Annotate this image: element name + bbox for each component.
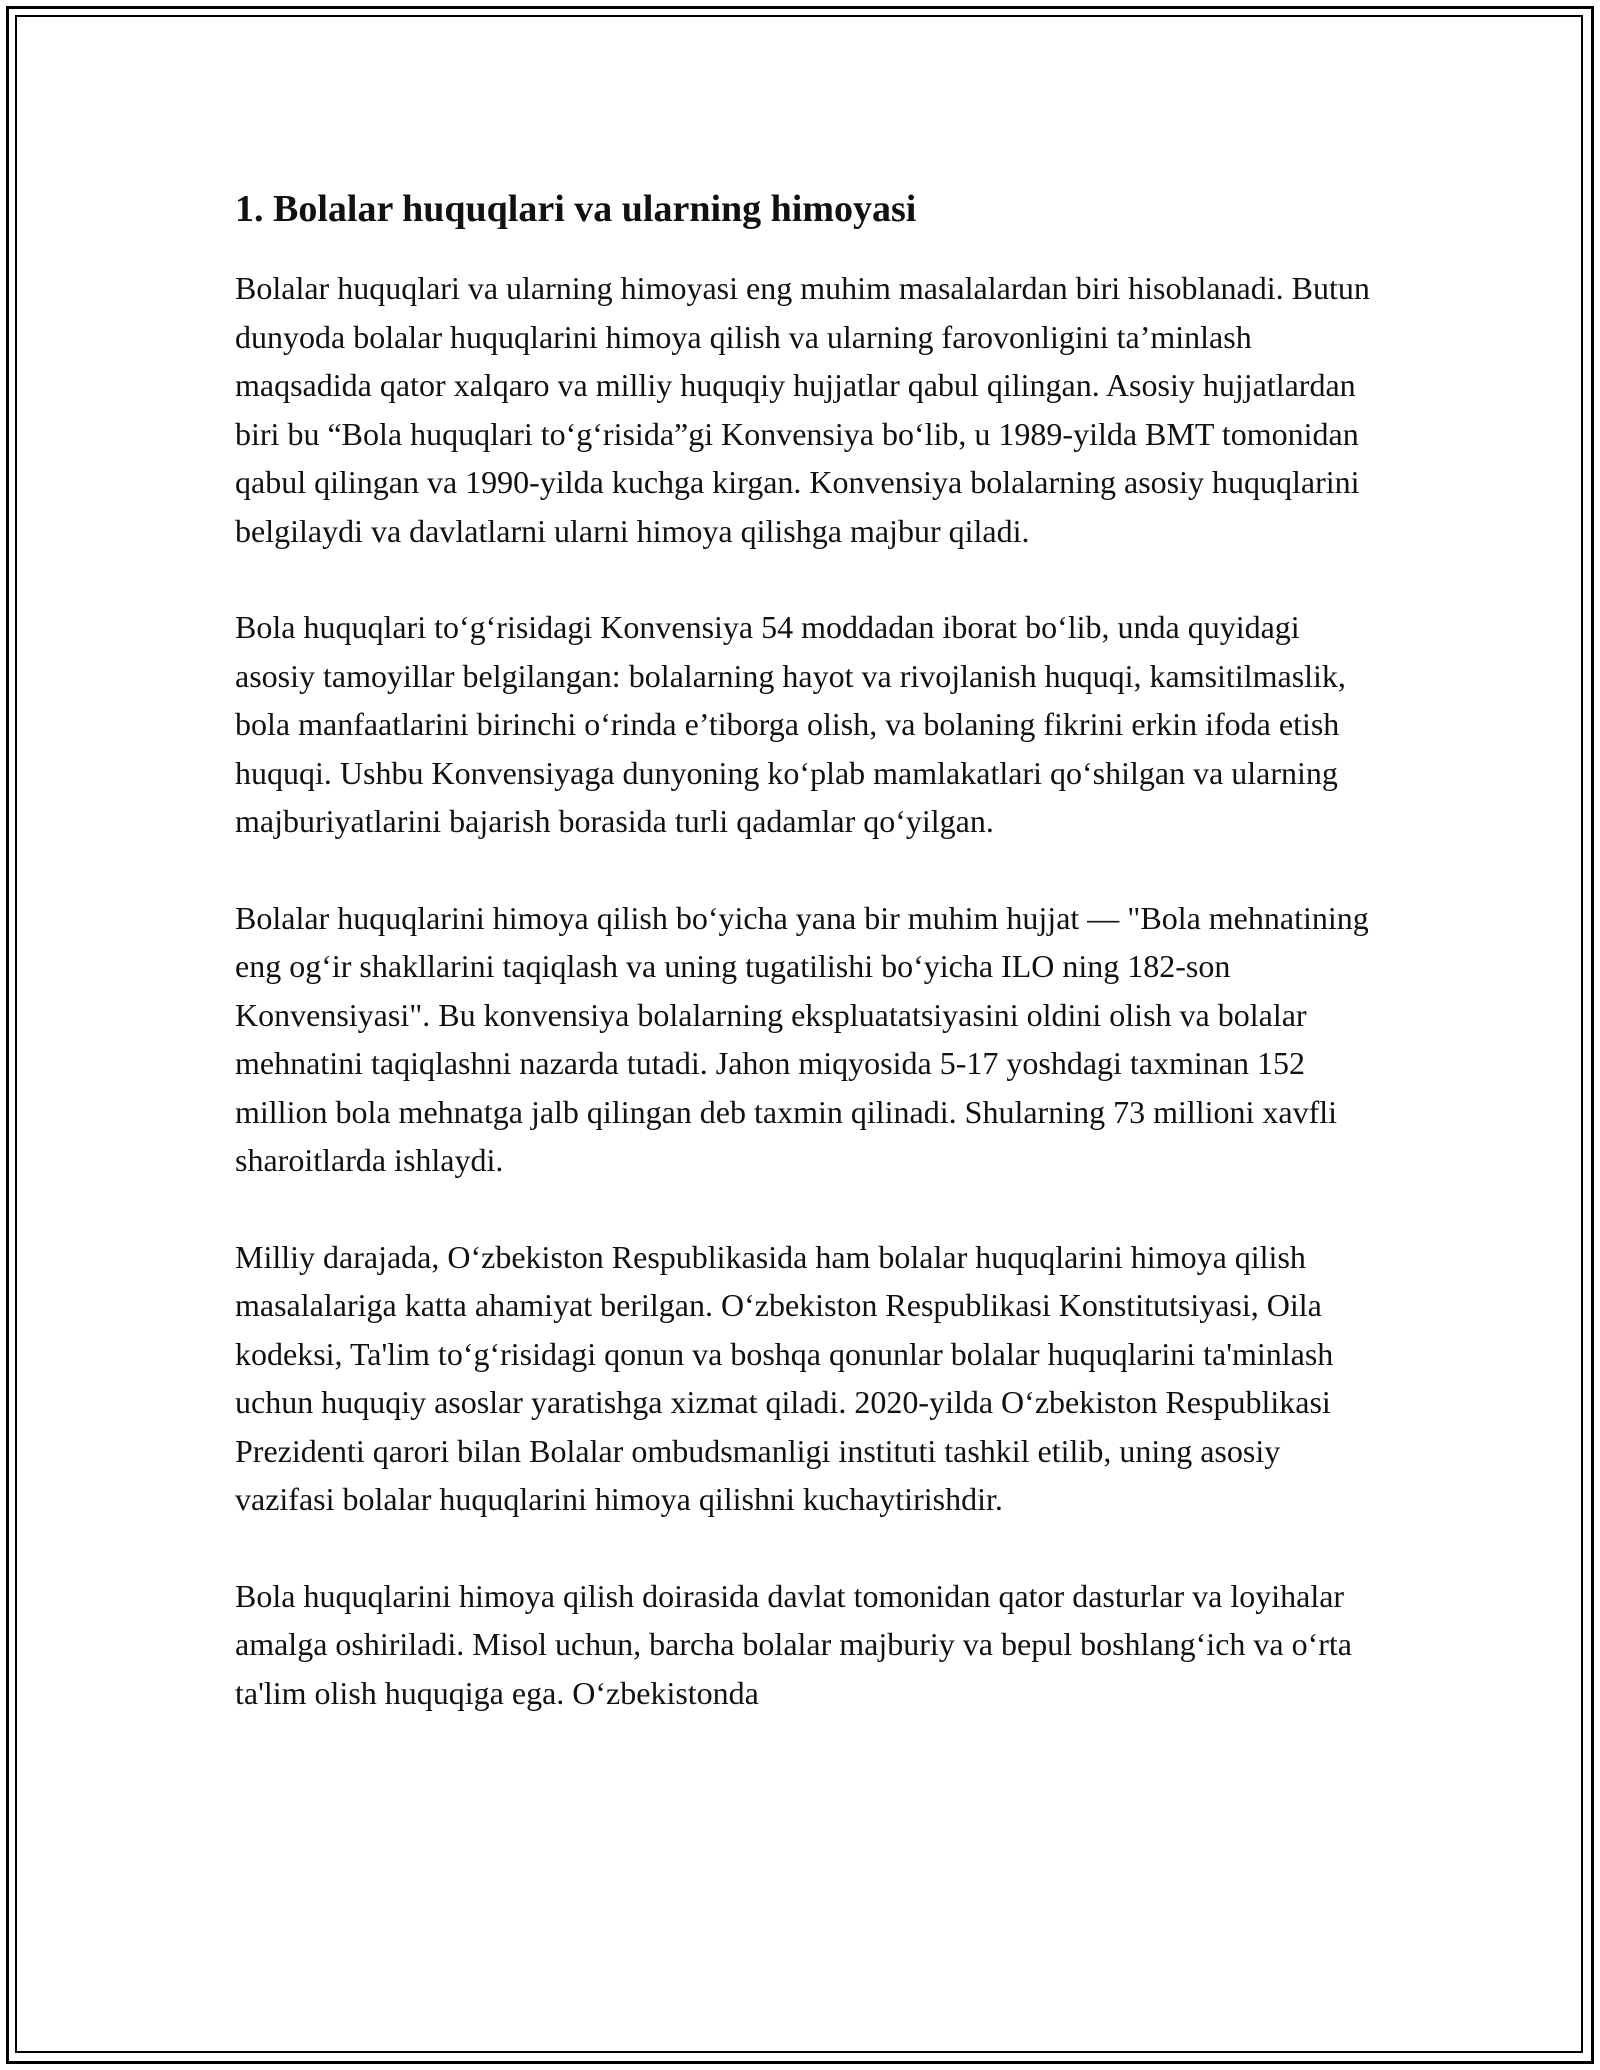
document-body (235, 185, 1380, 1765)
paragraph-3: Bolalar huquqlarini himoya qilish bo‘yicha yana bir muhim hujjat — "Bola mehnatining eng og‘ir shakllarini taqiqlash va uning tugatilishi bo‘yicha ILO ning 182-son Konvensiyasi". Bu konvensiya bolalarning ekspluatatsiyasini oldini olish va bolalar mehnatini taqiqlashni nazarda tutadi. Jahon miqyosida 5-17 yoshdagi taxminan 152 million bola mehnatga jalb qilingan deb taxmin qilinadi. Shularning 73 millioni xavfli sharoitlarda ishlaydi. (235, 899, 1369, 1179)
section-heading: 1. Bolalar huquqlari va ularning himoyasi (235, 188, 917, 230)
paragraph-1: Bolalar huquqlari va ularning himoyasi eng muhim masalalardan biri hisoblanadi. Butun dunyoda bolalar huquqlarini himoya qilish va ularning farovonligini ta’minlash maqsadida qator xalqaro va milliy huquqiy hujjatlar qabul qilingan. Asosiy hujjatlardan biri bu “Bola huquqlari to‘g‘risida”gi Konvensiya bo‘lib, u 1989-yilda BMT tomonidan qabul qilingan va 1990-yilda kuchga kirgan. Konvensiya bolalarning asosiy huquqlarini belgilaydi va davlatlarni ularni himoya qilishga majbur qiladi. (235, 270, 1370, 549)
paragraph-2: Bola huquqlari to‘g‘risidagi Konvensiya 54 moddadan iborat bo‘lib, unda quyidagi asosiy tamoyillar belgilangan: bolalarning hayot va rivojlanish huquqi, kamsitilmaslik, bola manfaatlarini birinchi o‘rinda e’tiborga olish, va bolaning fikrini erkin ifoda etish huquqi. Ushbu Konvensiyaga dunyoning ko‘plab mamlakatlari qo‘shilgan va ularning majburiyatlarini bajarish borasida turli qadamlar qo‘yilgan. (235, 609, 1346, 840)
paragraph-5: Bola huquqlarini himoya qilish doirasida davlat tomonidan qator dasturlar va loyihalar amalga oshiriladi. Misol uchun, barcha bolalar majburiy va bepul boshlang‘ich va o‘rta ta'lim olish huquqiga ega. O‘zbekistonda (235, 1577, 1352, 1711)
paragraph-4: Milliy darajada, O‘zbekiston Respublikasida ham bolalar huquqlarini himoya qilish masalalariga katta ahamiyat berilgan. O‘zbekiston Respublikasi Konstitutsiyasi, Oila kodeksi, Ta'lim to‘g‘risidagi qonun va boshqa qonunlar bolalar huquqlarini ta'minlash uchun huquqiy asoslar yaratishga xizmat qiladi. 2020-yilda O‘zbekiston Respublikasi Prezidenti qarori bilan Bolalar ombudsmanligi instituti tashkil etilib, uning asosiy vazifasi bolalar huquqlarini himoya qilishni kuchaytirishdir. (235, 1238, 1334, 1518)
